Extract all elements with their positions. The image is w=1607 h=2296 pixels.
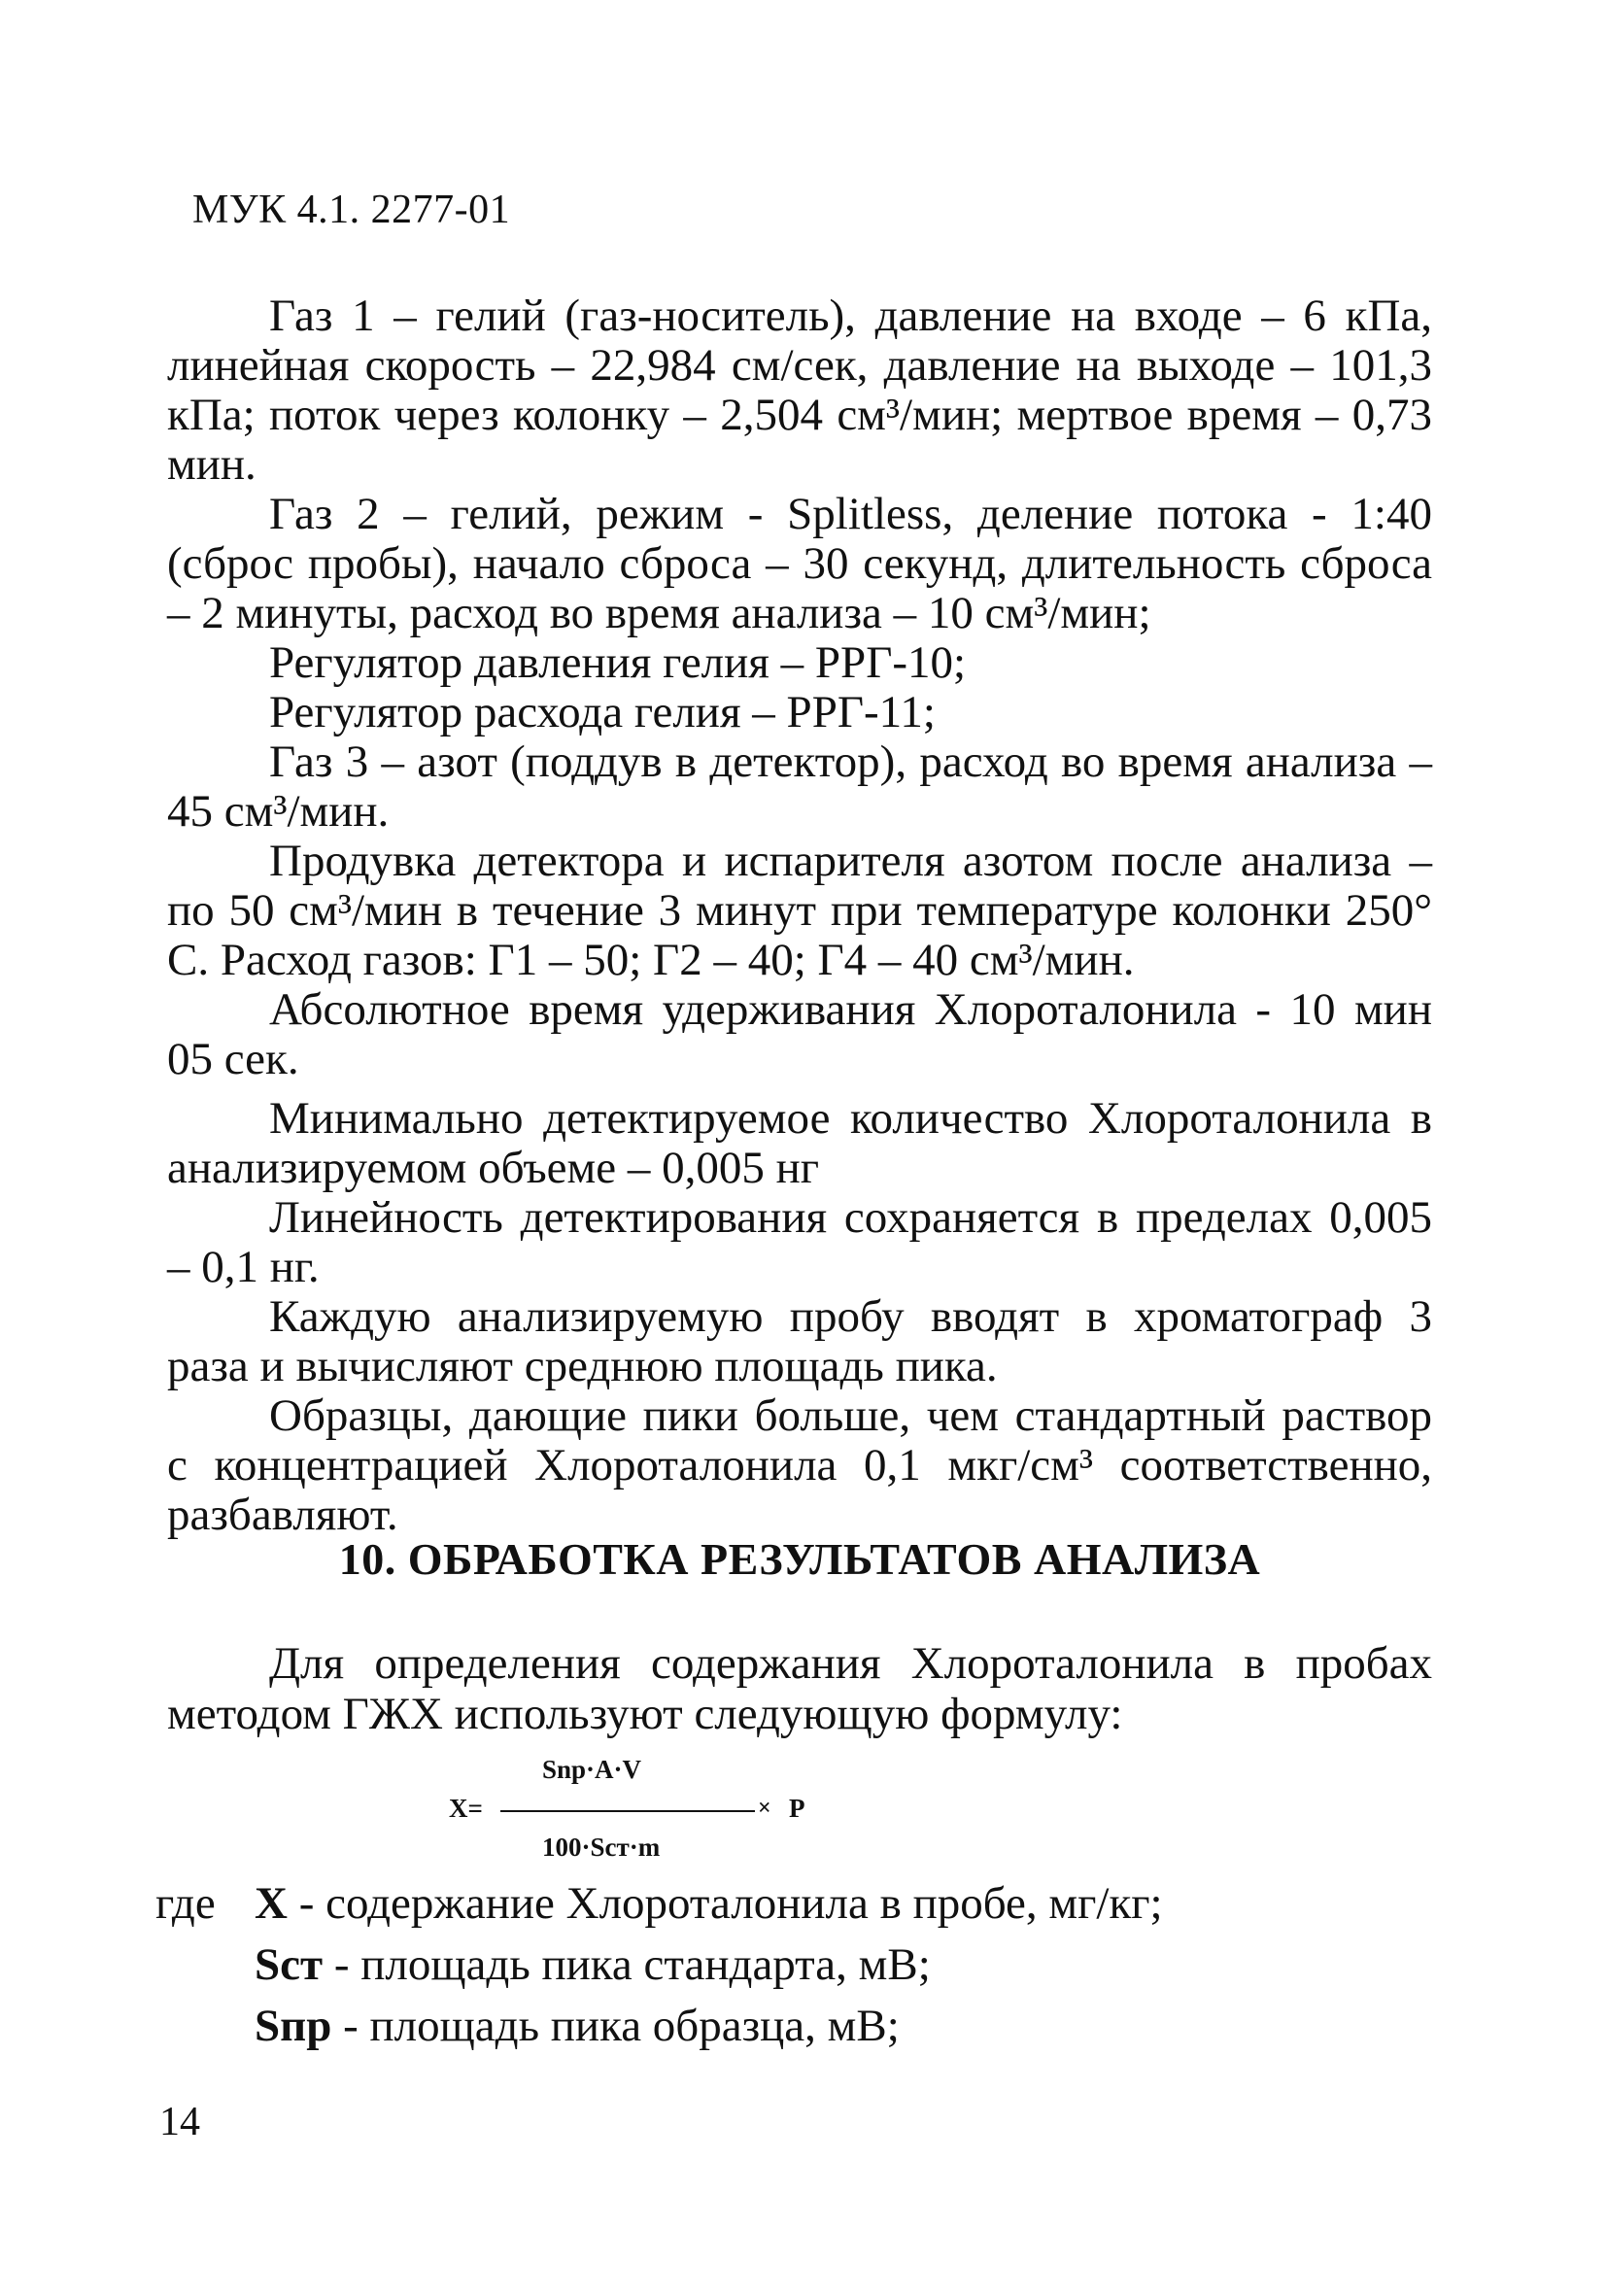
formula-numerator: Snp·A·V [542, 1755, 642, 1784]
document-id: МУК 4.1. 2277-01 [192, 188, 511, 232]
definition-symbol: X [255, 1878, 288, 1929]
paragraph-pressure-regulator: Регулятор давления гелия – РРГ-10; [269, 637, 967, 688]
formula-fraction-bar [500, 1810, 755, 1812]
definition-item [255, 1996, 900, 2057]
section-intro [167, 1638, 1432, 1739]
paragraph-gas-2: Газ 2 – гелий, режим - Splitless, деление потока - 1:40 (сброс пробы), начало сброса – 30 секунд, длительность сброса – 2 минуты, расход во время анализа – 10 см³/мин; [167, 489, 1432, 638]
intro-paragraph: Для определения содержания Хлороталонила в пробах методом ГЖХ используют следующую формулу: [167, 1638, 1432, 1739]
definition-text: - площадь пика образца, мВ; [331, 2001, 900, 2051]
paragraph-detection-limit: Минимально детектируемое количество Хлороталонила в анализируемом объеме – 0,005 нг [167, 1093, 1432, 1193]
page-number: 14 [159, 2100, 200, 2144]
definition-row [155, 1996, 1438, 2057]
definitions-where-label: где [155, 1878, 216, 1929]
paragraph-gas-1: Газ 1 – гелий (газ-носитель), давление на входе – 6 кПа, линейная скорость – 22,984 см/сек, давление на выходе – 101,3 кПа; поток через колонку – 2,504 см³/мин; мертвое время – 0,73 мин. [167, 291, 1432, 490]
formula [449, 1755, 838, 1871]
definition-text: - площадь пика стандарта, мВ; [323, 1939, 931, 1990]
definitions [155, 1873, 1438, 2057]
formula-denominator: 100·Scт·m [542, 1833, 661, 1862]
definition-row [155, 1935, 1438, 1996]
definition-item [255, 1873, 1163, 1935]
definition-row [155, 1873, 1438, 1935]
paragraph-purge: Продувка детектора и испарителя азотом после анализа – по 50 см³/мин в течение 3 минут при температуре колонки 250° С. Расход газов: Г1 – 50; Г2 – 40; Г4 – 40 см³/мин. [167, 836, 1432, 985]
paragraph-dilution: Образцы, дающие пики больше, чем стандартный раствор с концентрацией Хлороталонила 0,1 мкг/см³ соответственно, разбавляют. [167, 1390, 1432, 1540]
formula-lhs: X= [449, 1794, 483, 1823]
definition-item [255, 1935, 931, 1996]
paragraph-gas-3: Газ 3 – азот (поддув в детектор), расход во время анализа – 45 см³/мин. [167, 737, 1432, 837]
formula-times-sign: × [758, 1796, 771, 1821]
definition-symbol: Sст [255, 1939, 324, 1990]
formula-factor: P [789, 1794, 805, 1823]
definition-text: - содержание Хлороталонила в пробе, мг/кг; [287, 1878, 1163, 1929]
paragraph-linearity: Линейность детектирования сохраняется в пределах 0,005 – 0,1 нг. [167, 1192, 1432, 1292]
paragraph-injection: Каждую анализируемую пробу вводят в хроматограф 3 раза и вычисляют среднюю площадь пика. [167, 1291, 1432, 1391]
section-heading: 10. ОБРАБОТКА РЕЗУЛЬТАТОВ АНАЛИЗА [338, 1534, 1261, 1584]
body-text [167, 291, 1432, 1540]
paragraph-retention-time: Абсолютное время удерживания Хлороталонила - 10 мин 05 сек. [167, 984, 1432, 1084]
paragraph-flow-regulator: Регулятор расхода гелия – РРГ-11; [269, 687, 936, 737]
definition-symbol: Sпр [255, 2001, 332, 2051]
